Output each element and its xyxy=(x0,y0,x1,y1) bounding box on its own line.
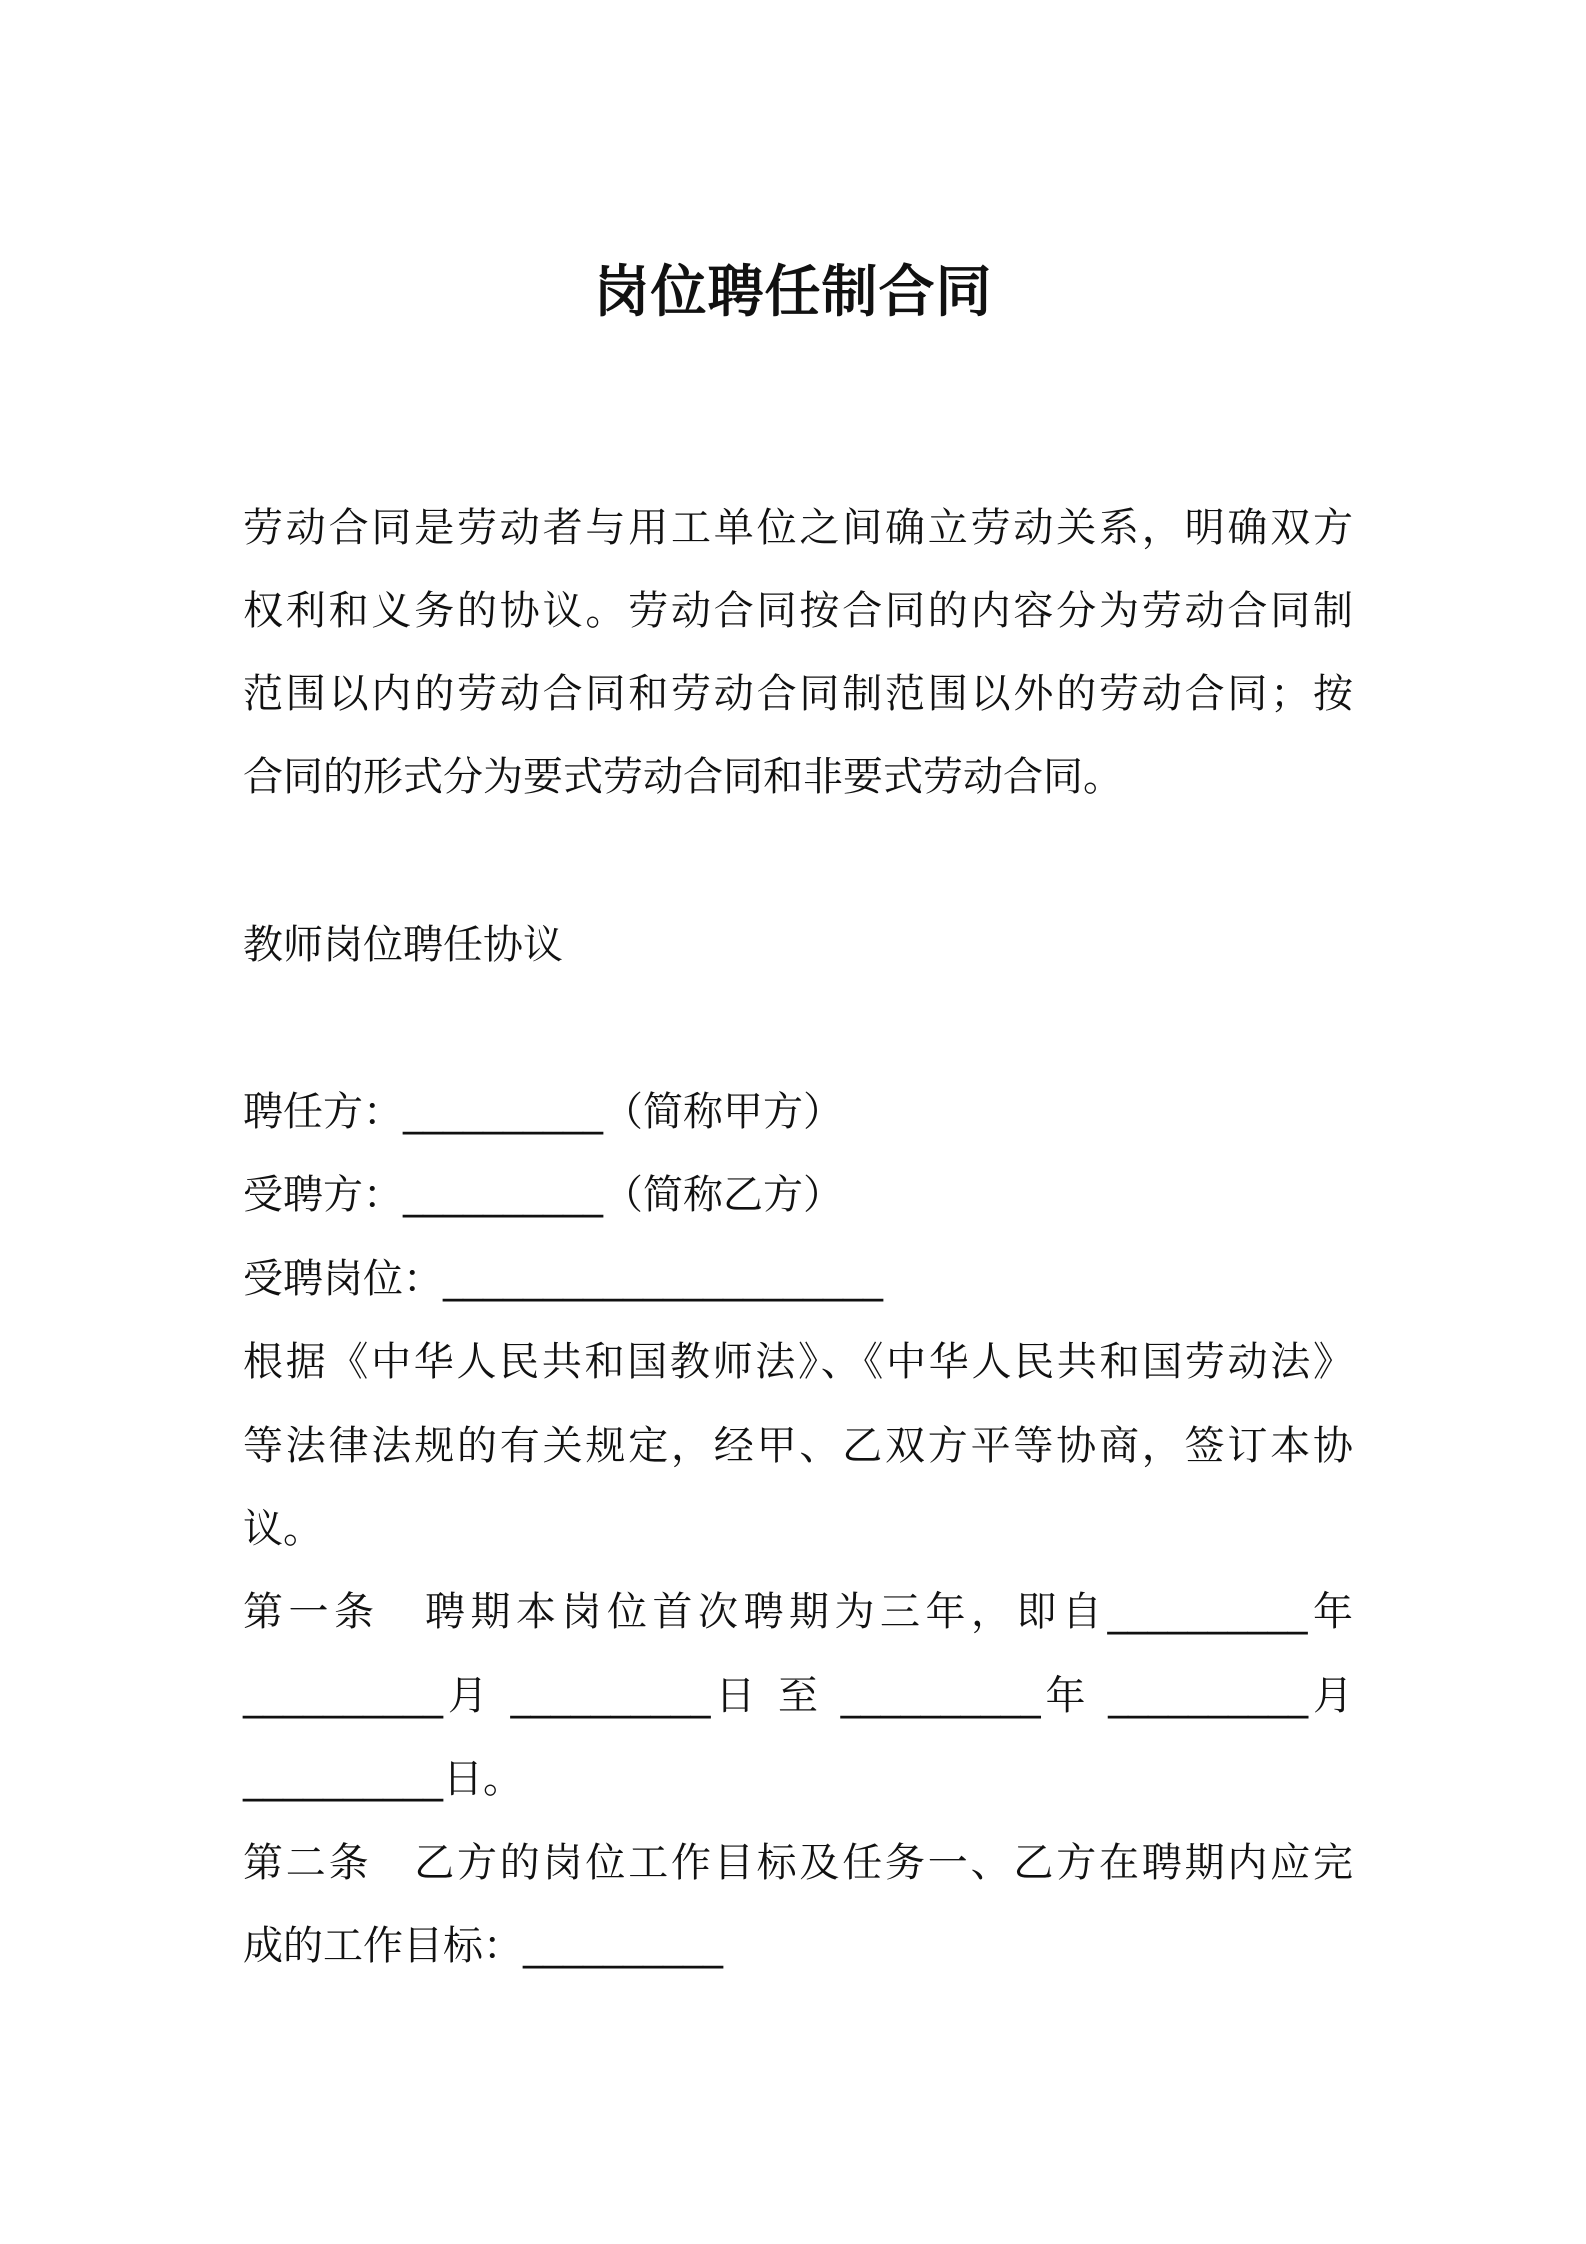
employer-line: 聘任方：__________（简称甲方） xyxy=(243,1089,843,1135)
article-1-line-1: 第一条 聘期本岗位首次聘期为三年，即自__________年 xyxy=(243,1589,1353,1635)
intro-line-1: 劳动合同是劳动者与用工单位之间确立劳动关系，明确双方 xyxy=(243,505,1353,551)
intro-line-2: 权利和义务的协议。劳动合同按合同的内容分为劳动合同制 xyxy=(243,588,1353,634)
article-1-line-2: __________月 __________日 至 __________年 __________月 xyxy=(243,1673,1353,1719)
article-1-line-3: __________日。 xyxy=(243,1756,523,1802)
preamble-line-1: 根据《中华人民共和国教师法》、《中华人民共和国劳动法》 xyxy=(243,1339,1353,1385)
position-line: 受聘岗位：______________________ xyxy=(243,1256,883,1302)
employee-line: 受聘方：__________（简称乙方） xyxy=(243,1172,843,1218)
preamble-line-3: 议。 xyxy=(243,1506,323,1552)
intro-line-3: 范围以内的劳动合同和劳动合同制范围以外的劳动合同；按 xyxy=(243,671,1353,717)
agreement-subtitle: 教师岗位聘任协议 xyxy=(243,922,563,968)
document-title: 岗位聘任制合同 xyxy=(593,260,993,325)
intro-line-4: 合同的形式分为要式劳动合同和非要式劳动合同。 xyxy=(243,754,1123,800)
article-2-line-2: 成的工作目标：__________ xyxy=(243,1923,723,1969)
article-2-line-1: 第二条 乙方的岗位工作目标及任务一、乙方在聘期内应完 xyxy=(243,1840,1353,1886)
preamble-line-2: 等法律法规的有关规定，经甲、乙双方平等协商，签订本协 xyxy=(243,1423,1353,1469)
